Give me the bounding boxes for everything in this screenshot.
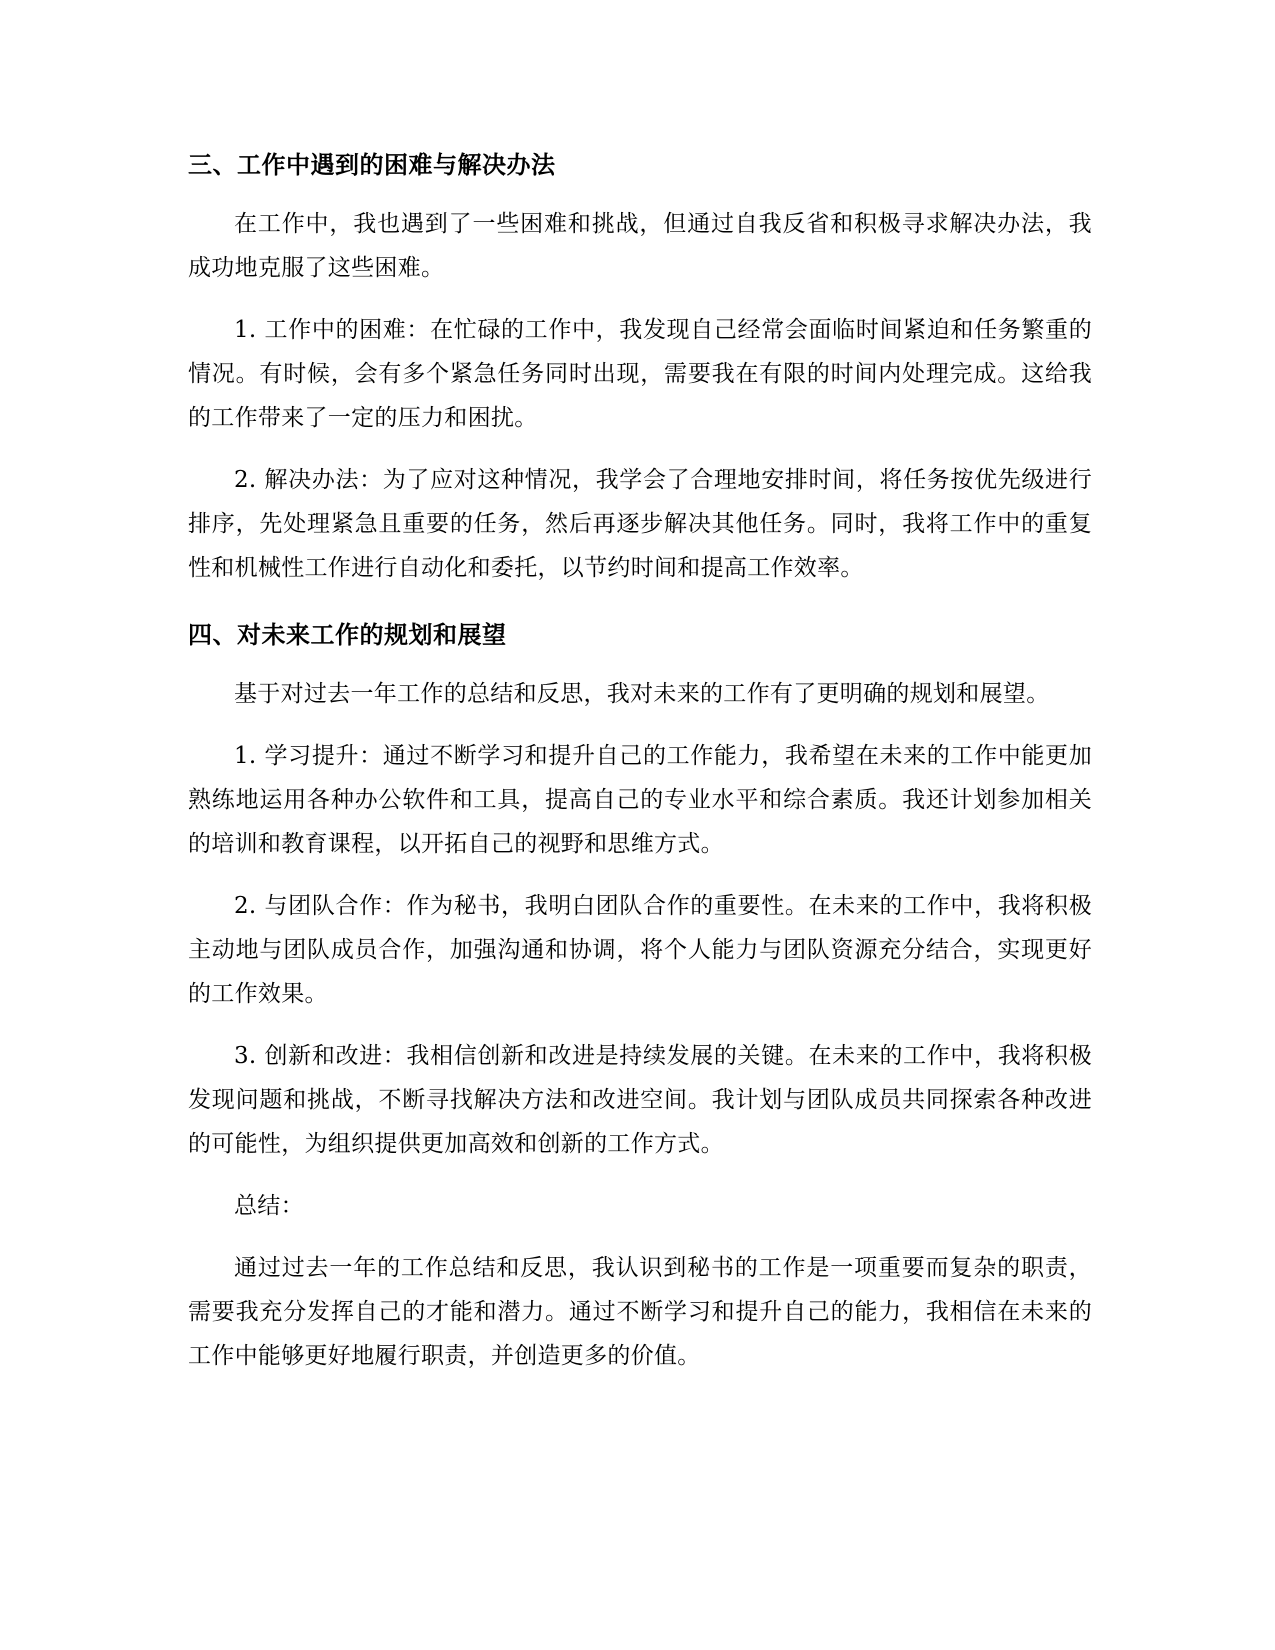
section-heading-difficulties: 三、工作中遇到的困难与解决办法 — [188, 151, 556, 179]
section-intro-difficulties: 在工作中，我也遇到了一些困难和挑战，但通过自我反省和积极寻求解决办法，我成功地克服了这些困难。 — [188, 211, 1092, 281]
document-body — [188, 148, 1092, 1396]
summary-label: 总结： — [234, 1193, 304, 1219]
list-item-teamwork: 2. 与团队合作：作为秘书，我明白团队合作的重要性。在未来的工作中，我将积极主动地与团队成员合作，加强沟通和协调，将个人能力与团队资源充分结合，实现更好的工作效果。 — [188, 893, 1092, 1007]
list-item-innovation: 3. 创新和改进：我相信创新和改进是持续发展的关键。在未来的工作中，我将积极发现问题和挑战，不断寻找解决方法和改进空间。我计划与团队成员共同探索各种改进的可能性，为组织提供更加高效和创新的工作方式。 — [188, 1043, 1092, 1157]
summary-text: 通过过去一年的工作总结和反思，我认识到秘书的工作是一项重要而复杂的职责，需要我充分发挥自己的才能和潜力。通过不断学习和提升自己的能力，我相信在未来的工作中能够更好地履行职责，并创造更多的价值。 — [188, 1255, 1092, 1369]
list-item-learning: 1. 学习提升：通过不断学习和提升自己的工作能力，我希望在未来的工作中能更加熟练地运用各种办公软件和工具，提高自己的专业水平和综合素质。我还计划参加相关的培训和教育课程，以开拓自己的视野和思维方式。 — [188, 743, 1092, 857]
list-item-solution: 2. 解决办法：为了应对这种情况，我学会了合理地安排时间，将任务按优先级进行排序，先处理紧急且重要的任务，然后再逐步解决其他任务。同时，我将工作中的重复性和机械性工作进行自动化和委托，以节约时间和提高工作效率。 — [188, 467, 1092, 581]
section-intro-future-plan: 基于对过去一年工作的总结和反思，我对未来的工作有了更明确的规划和展望。 — [234, 681, 1050, 707]
section-heading-future-plan: 四、对未来工作的规划和展望 — [188, 621, 507, 649]
list-item-difficulty: 1. 工作中的困难：在忙碌的工作中，我发现自己经常会面临时间紧迫和任务繁重的情况。有时候，会有多个紧急任务同时出现，需要我在有限的时间内处理完成。这给我的工作带来了一定的压力和困扰。 — [188, 317, 1092, 431]
